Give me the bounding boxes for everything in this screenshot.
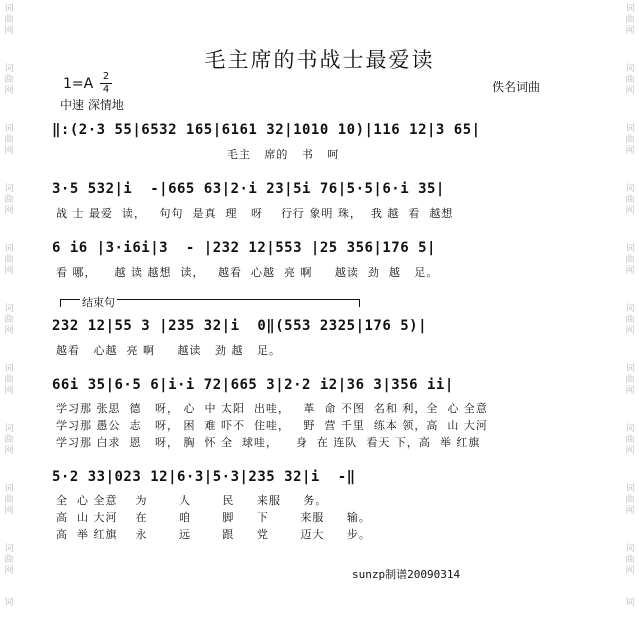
watermark-char: 曲 bbox=[625, 255, 635, 265]
watermark-char: 词 bbox=[625, 124, 635, 134]
watermark-char: 词 bbox=[625, 304, 635, 314]
watermark-char: 词 bbox=[625, 184, 635, 194]
watermark-char: 词 bbox=[4, 244, 14, 254]
music-row-1: ‖:(2·3 55|6532 165|6161 32|1010 10)|116 12|3 65| bbox=[52, 122, 481, 138]
lyric-row-6-verse-3: 高 举 红旗 永 远 跟 党 迈大 步。 bbox=[56, 528, 371, 541]
watermark-char: 词 bbox=[4, 4, 14, 14]
watermark-char: 词 bbox=[4, 304, 14, 314]
watermark-char: 词 bbox=[4, 124, 14, 134]
watermark-char: 词 bbox=[4, 364, 14, 374]
watermark-char: 词 bbox=[625, 364, 635, 374]
transcriber-credit: sunzp制谱20090314 bbox=[352, 568, 461, 581]
watermark-char: 网 bbox=[625, 506, 635, 516]
time-signature-bottom: 4 bbox=[102, 84, 110, 95]
watermark-char: 网 bbox=[4, 386, 14, 396]
lyric-row-5-verse-2: 学习那 愚公 志 呀， 困 难 吓不 住哇， 野 营 千里 练本 领，高 山 大河 bbox=[56, 419, 488, 432]
watermark-char: 网 bbox=[4, 86, 14, 96]
music-row-4: 232 12|55 3 |235 32|i 0‖(553 2325|176 5)| bbox=[52, 318, 428, 334]
music-row-3: 6 i6 |3·i6i|3 - |232 12|553 |25 356|176 5| bbox=[52, 240, 436, 256]
key-signature: 1=A bbox=[63, 76, 94, 92]
watermark-char: 曲 bbox=[4, 15, 14, 25]
watermark-char: 网 bbox=[4, 506, 14, 516]
watermark-char: 曲 bbox=[4, 375, 14, 385]
watermark-char: 曲 bbox=[625, 195, 635, 205]
watermark-char: 词 bbox=[625, 424, 635, 434]
music-row-2: 3·5 532|i -|665 63|2·i 23|5i 76|5·5|6·i 35| bbox=[52, 181, 445, 197]
lyric-row-5-verse-1: 学习那 张思 德 呀， 心 中 太阳 出哇， 革 命 不图 名和 利，全 心 全意 bbox=[56, 402, 488, 415]
music-row-5: 66i 35|6·5 6|i·i 72|665 3|2·2 i2|36 3|356 ii| bbox=[52, 377, 454, 393]
watermark-char: 网 bbox=[625, 446, 635, 456]
watermark-char: 词 bbox=[625, 64, 635, 74]
lyric-row-6-verse-1: 全 心 全意 为 人 民 来服 务。 bbox=[56, 494, 328, 507]
time-signature-top: 2 bbox=[102, 71, 110, 82]
watermark-char: 词 bbox=[625, 544, 635, 554]
watermark-char: 曲 bbox=[4, 555, 14, 565]
song-title: 毛主席的书战士最爱读 bbox=[204, 48, 435, 72]
watermark-char: 词 bbox=[625, 244, 635, 254]
lyric-row-4-verse-1: 越看 心越 亮 啊 越读 劲 越 足。 bbox=[56, 344, 281, 357]
music-row-6: 5·2 33|023 12|6·3|5·3|235 32|i -‖ bbox=[52, 469, 356, 485]
watermark-char: 曲 bbox=[625, 135, 635, 145]
watermark-char: 网 bbox=[625, 146, 635, 156]
watermark-char: 曲 bbox=[625, 375, 635, 385]
watermark-char: 词 bbox=[625, 484, 635, 494]
watermark-char: 曲 bbox=[625, 75, 635, 85]
watermark-char: 网 bbox=[4, 266, 14, 276]
watermark-char: 网 bbox=[4, 26, 14, 36]
watermark-char: 曲 bbox=[4, 135, 14, 145]
lyric-row-2-verse-1: 战 士 最爱 读， 句句 是真 理 呀 行行 象明 珠， 我 越 看 越想 bbox=[56, 207, 454, 220]
coda-label: 结束句 bbox=[82, 296, 115, 309]
watermark-char: 曲 bbox=[625, 495, 635, 505]
watermark-char: 词 bbox=[625, 4, 635, 14]
lyric-row-5-verse-3: 学习那 白求 恩 呀， 胸 怀 全 球哇， 身 在 连队 看天 下，高 举 红旗 bbox=[56, 436, 481, 449]
watermark-char: 网 bbox=[4, 566, 14, 576]
lyric-row-3-verse-1: 看 哪， 越 读 越想 读， 越看 心越 亮 啊 越读 劲 越 足。 bbox=[56, 266, 439, 279]
watermark-char: 网 bbox=[4, 206, 14, 216]
watermark-char: 网 bbox=[4, 326, 14, 336]
watermark-char: 词 bbox=[4, 424, 14, 434]
time-signature bbox=[100, 72, 112, 95]
watermark-char: 曲 bbox=[4, 195, 14, 205]
watermark-left bbox=[2, 0, 16, 618]
watermark-char: 曲 bbox=[4, 495, 14, 505]
watermark-char: 曲 bbox=[4, 435, 14, 445]
watermark-char: 网 bbox=[625, 326, 635, 336]
watermark-char: 词 bbox=[4, 598, 14, 608]
watermark-right bbox=[623, 0, 637, 618]
watermark-char: 词 bbox=[4, 64, 14, 74]
watermark-char: 网 bbox=[625, 26, 635, 36]
watermark-char: 曲 bbox=[4, 255, 14, 265]
watermark-char: 曲 bbox=[625, 555, 635, 565]
watermark-char: 网 bbox=[625, 266, 635, 276]
watermark-char: 网 bbox=[625, 86, 635, 96]
watermark-char: 词 bbox=[4, 544, 14, 554]
watermark-char: 曲 bbox=[625, 315, 635, 325]
watermark-char: 词 bbox=[4, 184, 14, 194]
watermark-char: 网 bbox=[625, 386, 635, 396]
watermark-char: 网 bbox=[4, 146, 14, 156]
watermark-char: 曲 bbox=[4, 315, 14, 325]
watermark-char: 网 bbox=[4, 446, 14, 456]
lyric-row-6-verse-2: 高 山 大河 在 咱 脚 下 来服 输。 bbox=[56, 511, 371, 524]
watermark-char: 网 bbox=[625, 206, 635, 216]
watermark-char: 词 bbox=[625, 598, 635, 608]
composer-credit: 佚名词曲 bbox=[492, 80, 541, 94]
watermark-char: 曲 bbox=[625, 435, 635, 445]
lyric-row-1-verse-1: 毛主 席的 书 呵 bbox=[56, 148, 340, 161]
watermark-char: 曲 bbox=[4, 75, 14, 85]
watermark-char: 词 bbox=[4, 484, 14, 494]
watermark-char: 曲 bbox=[625, 15, 635, 25]
watermark-char: 网 bbox=[625, 566, 635, 576]
tempo-marking: 中速 深情地 bbox=[60, 98, 124, 112]
